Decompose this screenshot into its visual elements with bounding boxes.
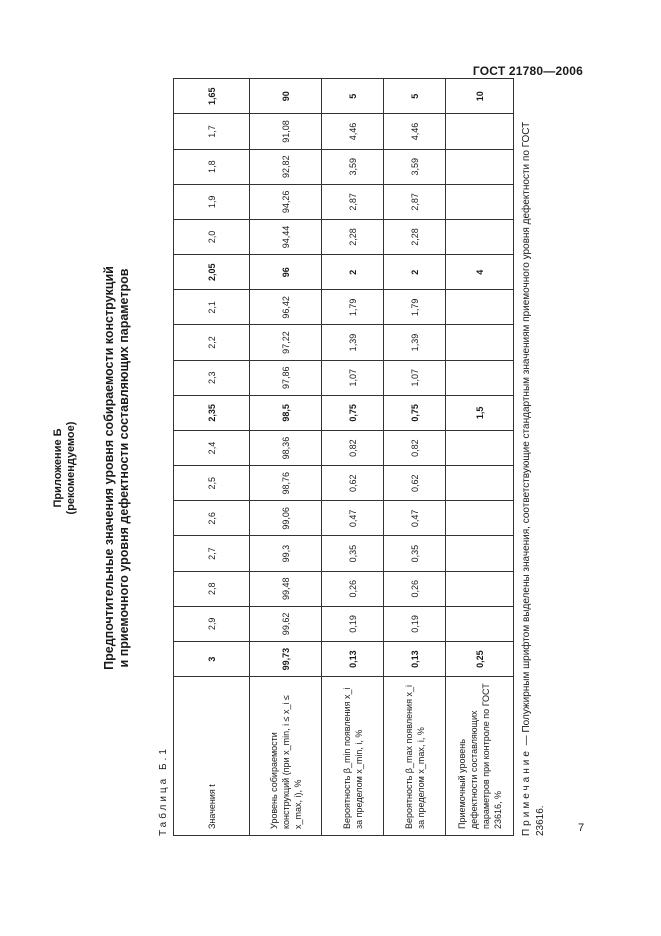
row-acceptance-level [446,79,514,836]
table-cell: 2,1 [174,290,250,325]
table-cell [446,114,514,149]
table-cell: 96,42 [250,290,322,325]
table-cell: 10 [446,79,514,114]
table-cell: 2,87 [322,184,384,219]
table-cell: 0,13 [384,642,446,677]
heading-line-2: и приемочного уровня дефектности составляющих параметров [117,268,131,668]
table-cell: 92,82 [250,149,322,184]
table-caption: Таблица Б.1 [158,746,169,836]
gost-code: ГОСТ 21780—2006 [472,64,583,78]
table-cell: 2,2 [174,325,250,360]
table-cell: 2,5 [174,466,250,501]
table-cell: 1,07 [322,360,384,395]
note-text: — Полужирным шрифтом выделены значения, соответствующие стандартным значениям приемочного уровня дефектности по ГОСТ 23616. [521,121,546,836]
table-cell: 98,5 [250,395,322,430]
table-cell: 1,79 [384,290,446,325]
table-note [520,96,548,836]
table-cell: 2 [384,255,446,290]
table-cell: 0,35 [322,536,384,571]
appendix-heading [52,78,78,858]
row-t-values [174,79,250,836]
table-cell: 1,07 [384,360,446,395]
table-cell [446,466,514,501]
table-cell: 97,22 [250,325,322,360]
table-cell: 0,75 [384,395,446,430]
table-cell: 90 [250,79,322,114]
table-cell: 0,19 [384,606,446,641]
table-cell: 2,35 [174,395,250,430]
table-cell: 0,25 [446,642,514,677]
table-cell [446,571,514,606]
appendix-subtitle: (рекомендуемое) [65,421,77,515]
table-cell: 0,26 [322,571,384,606]
table-cell: 2,6 [174,501,250,536]
table-cell: 1,7 [174,114,250,149]
table-cell: 2,0 [174,219,250,254]
table-cell: 99,73 [250,642,322,677]
table-cell: 0,75 [322,395,384,430]
table-cell: 4,46 [384,114,446,149]
table-cell: 0,35 [384,536,446,571]
table-cell [446,536,514,571]
table-cell: 99,3 [250,536,322,571]
table-cell: 5 [384,79,446,114]
table-cell [446,290,514,325]
table-cell: 2,4 [174,430,250,465]
heading-line-1: Предпочтительные значения уровня собираемости конструкций [102,266,116,670]
table-cell: 5 [322,79,384,114]
table-cell: 1,79 [322,290,384,325]
table-cell: 91,08 [250,114,322,149]
table-cell: 2 [322,255,384,290]
row-beta-min [322,79,384,836]
row-label: Вероятность β_max появления x_i за пределом x_max, i, % [384,677,446,836]
table-cell: 1,65 [174,79,250,114]
table-cell: 2,8 [174,571,250,606]
table-cell: 97,86 [250,360,322,395]
table-cell [446,149,514,184]
table-cell: 1,9 [174,184,250,219]
table-cell: 2,9 [174,606,250,641]
table-cell: 0,82 [322,430,384,465]
table-cell: 0,13 [322,642,384,677]
table-cell: 2,7 [174,536,250,571]
table-cell [446,219,514,254]
row-assembly-level [250,79,322,836]
table-cell: 99,48 [250,571,322,606]
table-cell: 99,06 [250,501,322,536]
table-cell [446,606,514,641]
table-cell: 2,3 [174,360,250,395]
table-cell: 0,26 [384,571,446,606]
table-cell: 2,28 [322,219,384,254]
table-cell: 4 [446,255,514,290]
table-cell: 96 [250,255,322,290]
table-cell: 98,76 [250,466,322,501]
table-cell [446,325,514,360]
table-cell: 0,62 [322,466,384,501]
note-label: Примечание [521,748,532,836]
table-cell: 0,47 [384,501,446,536]
row-label: Приемочный уровень дефектности составляющих параметров при контроле по ГОСТ 23616, % [446,677,514,836]
table-cell: 94,26 [250,184,322,219]
table-cell: 3,59 [322,149,384,184]
table-cell: 3 [174,642,250,677]
table-cell: 94,44 [250,219,322,254]
table-cell: 1,39 [322,325,384,360]
table-cell: 0,47 [322,501,384,536]
table-cell: 2,05 [174,255,250,290]
table-cell: 1,5 [446,395,514,430]
table-heading [102,78,132,858]
row-label: Вероятность β_min появления x_i за пределом x_min, i, % [322,677,384,836]
table-cell [446,184,514,219]
table-cell: 99,62 [250,606,322,641]
table-cell: 0,19 [322,606,384,641]
table-cell [446,430,514,465]
table-cell: 0,62 [384,466,446,501]
row-label: Значения t [174,677,250,836]
row-beta-max [384,79,446,836]
table-cell: 2,28 [384,219,446,254]
table-cell: 3,59 [384,149,446,184]
table-cell: 2,87 [384,184,446,219]
appendix-title: Приложение Б [52,428,64,508]
table-cell: 1,8 [174,149,250,184]
table-cell: 1,39 [384,325,446,360]
table-cell: 0,82 [384,430,446,465]
table-cell [446,501,514,536]
page-number: 7 [578,822,585,834]
row-label: Уровень собираемости конструкций (при x_min, i ≤ x_i ≤ x_max, i), % [250,677,322,836]
table-cell: 98,36 [250,430,322,465]
table-cell [446,360,514,395]
rotated-page-content [52,78,572,858]
table-cell: 4,46 [322,114,384,149]
values-table [173,78,514,836]
